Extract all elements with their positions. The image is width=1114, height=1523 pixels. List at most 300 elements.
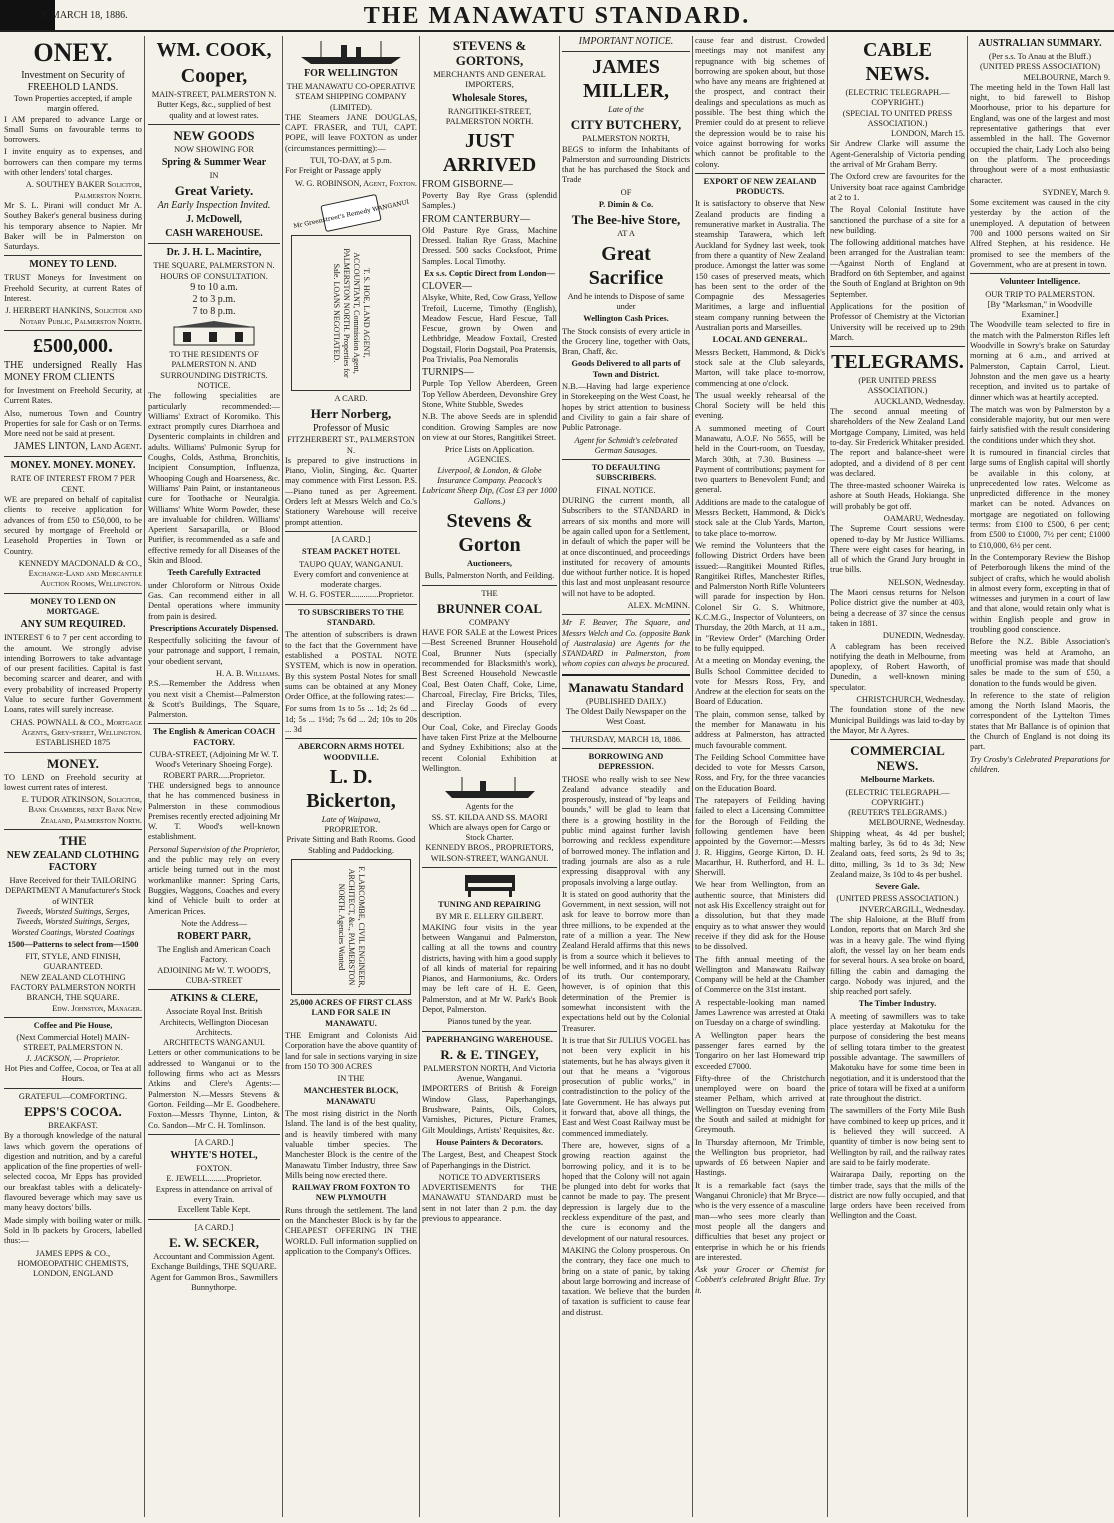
ad-paper-text: IMPORTERS of British & Foreign Window Glass, Paperhangings, Brushware, Paints, Oils, Colors, Varnishes, Pictures, Picture Frames, Gilt Mouldings, Artists' Requisites, &c.: [422, 1084, 557, 1135]
ad-coach-sub: CUBA-STREET, (Adjoining Mr W. T. Wood's Veterinary Shoeing Forge).: [149, 750, 279, 770]
ad-mmm-heading: MONEY. MONEY. MONEY.: [10, 460, 136, 472]
cable-sub2: (SPECIAL TO UNITED PRESS ASSOCIATION.): [842, 108, 953, 128]
ad-miller-text3: The Stock consists of every article in the Grocery line, together with Oats, Bran, Chaff, &c.: [562, 326, 690, 357]
ad-ml-sign: J. HERBERT HANKINS, Solicitor and Notary Public, Palmerston North.: [5, 306, 142, 326]
ad-macintire-heading: Dr. J. H. L. Macintire,: [166, 247, 262, 259]
ad-coach-text2: and the public may rely on every article being turned out in the most workmanlike manner: Spring Carts, Buggies, Waggons, Coaches and every kind of Vehicle built to order at American Prices.: [148, 855, 280, 916]
divider: [830, 739, 965, 740]
ad-cook-heading2: Cooper,: [180, 65, 248, 87]
ad-sg-canterbury: FROM CANTERBURY—: [422, 213, 531, 225]
divider: [562, 731, 690, 732]
local-item: Fifty-three of the Christchurch unemployed were on board the steamer Pelham, which arrived at Wellington on Tuesday evening from the South and sailed at midnight for Greymouth.: [695, 1073, 825, 1135]
ad-acres-in: IN THE: [337, 1074, 365, 1084]
ad-sg-canterbury-text: Old Pasture Rye Grass, Machine Dressed. Italian Rye Grass, Machine Dressed. 500 sacks Cocksfoot, Prime Samples. Local Timothy.: [422, 225, 557, 266]
ad-epps-heading: EPPS'S COCOA.: [24, 1103, 122, 1119]
telegram-item: The Supreme Court sessions were opened to-day by Mr Justice Williams. There were eight cases for hearing, in all of which the Grand Jury brought in true bills.: [830, 524, 965, 575]
ad-epps-sub: BREAKFAST.: [48, 1120, 98, 1130]
ad-sg-nb: N.B. The above Seeds are in splendid condition. Growing Samples are now on view at our Stores, Rangitikei Street.: [422, 412, 557, 442]
ad-steam-sub: TAUPO QUAY, WANGANUI.: [299, 559, 403, 569]
ad-paper-heading: PAPERHANGING WAREHOUSE.: [426, 1034, 553, 1044]
ad-southey-p2: I invite enquiry as to expenses, and borrowers can then compare my terms with other lenders' total charges.: [4, 147, 142, 178]
telegram-location: OAMARU, Wednesday.: [883, 513, 965, 523]
ad-coal-ships: SS. ST. KILDA AND SS. MAORI: [431, 812, 548, 822]
ad-macintire-hours: HOURS OF CONSULTATION.: [160, 271, 268, 281]
divider: [4, 330, 142, 331]
column-rule: [559, 36, 560, 1517]
hand-stamp-illustration: [292, 192, 410, 232]
ad-500000-p1: THE undersigned Really Has MONEY FROM CLIENTS: [4, 359, 142, 383]
editorial-date: THURSDAY, MARCH 18, 1886.: [569, 734, 683, 744]
telegram-location: NELSON, Wednesday.: [887, 577, 965, 587]
australian-heading: AUSTRALIAN SUMMARY.: [978, 38, 1102, 49]
ad-nzc-list: Tweeds, Worsted Suitings, Serges, Tweeds, Worsted Suitings, Serges, Worsted Coatings, Worsted Coatings: [11, 906, 135, 937]
ad-acres-rail: RAILWAY FROM FOXTON TO NEW PLYMOUTH: [292, 1183, 410, 1203]
ad-sg-just-arrived: JUST ARRIVED: [442, 130, 537, 177]
telegrams-heading: TELEGRAMS.: [831, 351, 964, 374]
editorial-p1: THOSE who really wish to see New Zealand advance steadily and prosperously, instead of "by leaps and bounds," will be glad to learn that there is a growing hostility in the public mind against further lavish borrowing and reckless expenditure of borrowed money. The inflation and trading journals are also as a rule expressing disapproval with any proposals involving a large outlay.: [562, 774, 690, 887]
timber-text: A meeting of sawmillers was to take place yesterday at Makotuku for the purpose of considering the best means of selling totara timber to the greatest possible advantage. The sawmillers of Makotuku have for some time been in negotiation, and it is understood that the price of totara will be fixed at a uniform rate throughout the district.: [830, 1011, 965, 1104]
cable-item: Applications for the position of Professor of Chemistry at the Victorian University will be received up to 29th March.: [830, 301, 965, 342]
ad-newgoods-variety: Great Variety.: [174, 183, 254, 199]
ad-paper-house: House Painters & Decorators.: [436, 1137, 543, 1147]
local-item: Additions are made to the catalogue of Messrs Beckett, Hammond, & Dick's stock sale at the Club Yards, Marton, to take place to-morrow.: [695, 497, 825, 538]
ad-southey-sign: A. SOUTHEY BAKER Solicitor, Palmerston North.: [25, 180, 142, 200]
notice-defaulting-text: DURING the current month, all Subscribers to the STANDARD in arrears of six months and more will be again called upon for a Settlement, in default of which the paper will be at once discontinued, and proceedings instituted for recovery of amounts due without further notice. It is hoped this last and most unpleasant resource will not have to be adopted.: [562, 496, 690, 598]
gale-sub: (UNITED PRESS ASSOCIATION.): [836, 894, 959, 904]
ad-coal-co: COMPANY: [468, 617, 511, 627]
local-item: Messrs Beckett, Hammond, & Dick's stock sale at the Club saleyards, Marton, will take place to-morrow, commencing at one o'clock.: [695, 347, 825, 388]
ad-mmm-sub: RATE OF INTEREST FROM 7 PER CENT.: [10, 474, 136, 494]
ad-newgoods-in: IN: [209, 171, 219, 181]
ad-money-note: Town Properties accepted, if ample margin offered.: [13, 94, 133, 114]
editorial-heading: BORROWING AND DEPRESSION.: [588, 751, 664, 772]
telegram-item: The second annual meeting of shareholders of the New Zealand Land Mortgage Company, Limited, was held to-day. Sir Frederick Whitaker presided. The report and balance-sheet were adopted, and a dividend of 8 per cent was declared.: [830, 407, 965, 478]
ad-newgoods-heading: NEW GOODS: [173, 127, 255, 143]
ad-coffee-heading: Coffee and Pie House,: [33, 1020, 113, 1030]
ad-hoe-box: [291, 235, 411, 391]
divider: [148, 243, 280, 244]
ad-miller-beehive: The Bee-hive Store,: [571, 212, 681, 228]
ad-miller-text: BEGS to inform the Inhabitants of Palmerston and surrounding Districts that he has purchased the Stock and Trade: [562, 144, 690, 185]
column-rule: [282, 36, 283, 1517]
ad-williams-presc-text: Respectfully soliciting the favour of your patronage and support, I remain, your obedient servant,: [148, 636, 280, 666]
ad-acres-block: MANCHESTER BLOCK, MANAWATU: [303, 1086, 399, 1106]
ad-tuning-by: BY MR E. ELLERY GILBERT.: [435, 912, 544, 922]
export-text: It is satisfactory to observe that New Zealand products are finding a remunerative market in Australia. The steamship Tarawera, which left Auckland for Sydney last week, took from there a quantity of New Zealand produce. Amongst the latter was some 150 cases of preserved meats, which has been sent to the order of the Compagnie des Messageries Maritimes, a large and influential steam company running between the Australian ports and Marseilles.: [695, 199, 825, 333]
ad-norberg-addr: FITZHERBERT ST., PALMERSTON N.: [287, 435, 415, 455]
column-rule: [144, 36, 145, 1517]
notice-defaulting-heading: TO DEFAULTING SUBSCRIBERS.: [591, 463, 661, 483]
ad-coal-sign: KENNEDY BROS., PROPRIETORS, WILSON-STREET, WANGANUI.: [425, 843, 554, 863]
ad-coal-heading: BRUNNER COAL: [436, 600, 543, 616]
australian-location: SYDNEY, March 9.: [1042, 187, 1110, 197]
ad-steam-card: [A CARD.]: [331, 534, 371, 544]
ad-miller-heading: JAMES MILLER,: [582, 56, 670, 102]
ad-sg-wholesale: Wholesale Stores,: [451, 92, 528, 104]
ad-ml-heading: MONEY TO LEND.: [29, 259, 117, 271]
divider: [422, 585, 557, 586]
divider: [4, 1088, 142, 1089]
telegram-item: The three-masted schooner Waireka is ashore at South Heads, Hokianga. She will probably be got off.: [830, 481, 965, 511]
column-rule: [419, 36, 420, 1517]
local-item: At a meeting on Monday evening, the Bulls School Committee decided to vote for Messrs Ross, Fry, and Andrew at the election for seats on the Board of Education.: [695, 656, 825, 707]
ad-advertisers-text: ADVERTISEMENTS for THE MANAWATU STANDARD must be sent in not later than 2 p.m. the day previous to appearance.: [422, 1183, 557, 1224]
ad-coal-ships-text: Which are always open for Cargo or Stock Charter.: [428, 822, 551, 843]
notice-beaver: Mr F. Beaver, The Square, and Messrs Welch and Co. (opposite Bank of Australasia) are Agents for the STANDARD in Palmerston, from whom copies can always be procured.: [562, 618, 690, 669]
ad-ml-text: TRUST Moneys for Investment on Freehold Security, at current Rates of Interest.: [4, 273, 142, 304]
telegram-location: DUNEDIN, Wednesday.: [882, 631, 965, 641]
timber-text3: Wairarapa Daily, reporting on the timber trade, says that the mills of the district are now fully occupied, and that large orders have been received from Wellington and the Coast.: [830, 1170, 965, 1221]
divider: [562, 51, 690, 52]
ad-money2-heading: MONEY.: [47, 755, 99, 771]
ad-sg-agencies: AGENCIES.: [467, 455, 512, 465]
column-2: [148, 36, 280, 1517]
ad-newgoods-name: J. McDowell,: [186, 214, 242, 226]
ad-tuning-heading: TUNING AND REPAIRING: [438, 900, 541, 910]
notice-defaulting-sign: ALEX. McMINN.: [627, 600, 690, 610]
volunteer-sub: OUR TRIP TO PALMERSTON.: [985, 289, 1095, 299]
ad-williams-teeth-text: under Chloroform or Nitrous Oxide Gas. Can recommend either in all Dental operations where immunity from pain is desired.: [148, 580, 280, 621]
ad-williams-teeth: Teeth Carefully Extracted: [167, 568, 261, 578]
ad-tuning-text: MAKING four visits in the year between Wanganui and Palmerston, calling at all the towns and country districts, having with him a good supply of all kinds of material for repairing Pianos, and Harmoniums, &c. Orders may be left care of H. E. Geen, Palmerston, and at Mr W. Park's Book Depot, Palmerston.: [422, 922, 557, 1014]
local-item: A summoned meeting of Court Manawatu, A.O.F. No 5655, will be held in the Court-room, on Tuesday, March 30th, at 7.30. Business — Payment of contributions; payment for two quarters to Benevolent Fund; and general.: [695, 423, 825, 495]
steamship-illustration: [296, 39, 406, 65]
local-item: The plain, common sense, talked by the member for Manawatu in his address at Palmerston, has attracted much favourable comment.: [695, 709, 825, 750]
ad-paper-name: R. & E. TINGEY,: [440, 1046, 539, 1062]
ad-wellington-date: TUI, TO-DAY, at 5 p.m.: [310, 156, 392, 166]
local-item: A Wellington paper hears the passenger fares earned by the Tongariro on her last Homeward trip exceeded £7000.: [695, 1030, 825, 1071]
masthead-date: Y, MARCH 18, 1886.: [40, 10, 128, 21]
ad-nzc-heading: NEW ZEALAND CLOTHING FACTORY: [6, 850, 140, 874]
ad-miller-schmidt: Agent for Schmidt's celebrated German Sausages.: [574, 435, 678, 455]
commercial-sub: Melbourne Markets.: [860, 775, 935, 785]
ad-norberg-sub: Professor of Music: [312, 423, 390, 435]
divider: [285, 738, 417, 739]
ad-subscribers-rates: For sums from 1s to 5s ... 1d; 2s 6d ... 1d; 5s ... 1½d; 7s 6d ... 2d; 10s to 20s ... 3d: [285, 704, 417, 734]
ad-atkins-sub: Associate Royal Inst. British Architects, Wellington Diocesan Architects.: [159, 1007, 269, 1037]
ad-nzc-patterns: 1500—Patterns to select from—1500: [7, 939, 139, 949]
ad-coffee-prop: J. JACKSON, — Proprietor.: [25, 1053, 121, 1063]
ad-500000-p2: for Investment on Freehold Security, at Current Rates.: [4, 385, 142, 406]
ad-coach-name2: The English and American Coach Factory.: [157, 945, 271, 965]
ad-sg-prices: Price Lists on Application.: [444, 445, 535, 455]
column-7: [830, 36, 965, 1517]
volunteer-text: It is rumoured in financial circles that large sums of English capital will shortly be available in this colony, at unprecedented low rates. Welcome as unpredicted difference in the money market can be noted. Advances on mortgage are negotiated on following terms: from £100 to £500, 6 per cent; from £500 to £1000, 7½ per cent; £1000 to £10,000, 6½ per cent.: [970, 447, 1110, 550]
divider: [4, 593, 142, 594]
divider: [422, 1031, 557, 1032]
ad-coach-name: ROBERT PARR,: [177, 931, 251, 943]
ad-coach-heading: The English & American COACH FACTORY.: [152, 727, 276, 747]
ad-nzc-text: Have Received for their TAILORING DEPARTMENT A Manufacturer's Stock of WINTER: [5, 876, 141, 906]
ad-coal-text: HAVE FOR SALE at the Lowest Prices—Best Screened Brunner Household Coal, Brunner Nuts (specially recommended for Blacksmith's work), Best Screened Household Newcastle Coal, Best Oaten Chaff, Coke, Lime, Charcoal, Fireclay, Fire Bricks, Tiles, and Fireclay Goods of every description.: [422, 628, 557, 720]
local-item: The ratepayers of Feilding having failed to elect a Licensing Committee for the Borough of Feilding the following gentlemen have been appointed by the Governor:—Messrs J. R. Higgins, George Kirton, D. H. Macarthur, H. Rutherford, and H. L. Sherwill.: [695, 796, 825, 878]
telegram-location: AUCKLAND, Wednesday.: [874, 396, 965, 406]
ad-whyte-card: [A CARD.]: [194, 1137, 234, 1147]
divider: [695, 173, 825, 174]
ad-sg-auct: Stevens & Gorton: [446, 509, 533, 556]
ad-secker-sub: Accountant and Commission Agent.: [153, 1251, 275, 1261]
column-rule: [692, 36, 693, 1517]
ad-cook-text: Butter Kegs, &c., supplied of best quality and at lowest rates.: [157, 100, 271, 120]
ad-newgoods-now: NOW SHOWING FOR: [174, 144, 254, 154]
local-item: A respectable-looking man named James Lawrence was arrested at Otaki on Tuesday on a charge of swindling.: [695, 997, 825, 1028]
ad-coal-the: THE: [481, 588, 498, 598]
masthead-standard: Manawatu Standard: [568, 679, 684, 695]
coal-ship-illustration: [440, 777, 540, 799]
divider: [562, 614, 690, 615]
ad-atkins-heading: ATKINS & CLERE,: [170, 993, 258, 1005]
ad-sg-auct3: Bulls, Palmerston North, and Feilding.: [424, 571, 555, 581]
ad-sg-gisborne: FROM GISBORNE—: [422, 179, 513, 191]
ad-newgoods-warehouse: CASH WAREHOUSE.: [165, 228, 263, 240]
ad-sg-street: RANGITIKEI-STREET, PALMERSTON NORTH.: [445, 106, 534, 126]
ad-wellington-co: THE MANAWATU CO-OPERATIVE STEAM SHIPPING COMPANY (LIMITED).: [286, 82, 416, 112]
ad-whyte-stab: Excellent Table Kept.: [177, 1205, 251, 1215]
ad-whyte-prop: E. JEWELL.........Proprietor.: [166, 1174, 262, 1184]
ad-subscribers-text: The attention of subscribers is drawn to the fact that the Government have established a POSTAL NOTE SYSTEM, which is now in operation. By this system Postal Notes for small sums can be obtained at any Money Order Office, at the following rates:—: [285, 630, 417, 702]
ad-linton-sign: JAMES LINTON, Land Agent.: [14, 441, 142, 453]
ad-epps-text: By a thorough knowledge of the natural laws which govern the operations of digestion and nutrition, and by a careful application of the fine properties of well-selected cocoa, Mr Epps has provided our breakfast tables with a delicately-flavoured beverage which may save us many heavy doctors' bills.: [4, 1131, 142, 1213]
ad-acres-text3: Runs through the settlement. The land on the Manchester Block is by far the CHEAPEST OFFERING IN THE WORLD. Full information supplied on application to the Company's Offices.: [285, 1205, 417, 1256]
local-item: The Feilding School Committee have decided to vote for Messrs Carson, Ross, and Fry, for the three vacancies on the Education Board.: [695, 752, 825, 793]
ad-williams-to: TO THE RESIDENTS OF PALMERSTON N. AND SURROUNDING DISTRICTS.: [160, 350, 268, 380]
ad-sg-sub: MERCHANTS AND GENERAL IMPORTERS,: [433, 70, 546, 90]
ad-secker-card: [A CARD.]: [194, 1222, 234, 1232]
ad-sg-auct2: Auctioneers,: [467, 558, 512, 568]
ad-hoe-text: T. S. HOE, LAND AGENT, ACCOUNTANT, Commission Agent, PALMERSTON NORTH. Properties for Sale. LOANS NEGOTIATED.: [332, 248, 371, 378]
telegram-location: CHRISTCHURCH, Wednesday.: [856, 695, 965, 705]
ad-paper-sub: PALMERSTON NORTH, And Victoria Avenue, Wanganui.: [423, 1063, 556, 1084]
australian-text: The meeting held in the Town Hall last night, to bid farewell to Bishop Moorhouse, prior to his departure for England, was one of the largest and most representative gatherings that ever assembled in the hall. The Governor occupied the chair, Lady Loch also being on the platform. The proceedings throughout were of a most enthusiastic character.: [970, 82, 1110, 185]
australian-sub2: (UNITED PRESS ASSOCIATION): [979, 62, 1101, 72]
ad-williams-sign: H. A. B. Williams.: [216, 668, 280, 678]
ad-wellington-text: THE Steamers JANE DOUGLAS, CAPT. FRASER, and TUI, CAPT. POPE, will leave FOXTON as under (circumstances permitting):—: [285, 112, 417, 153]
cable-item: Sir Andrew Clarke will assume the Agent-Generalship of Victoria pending the arrival of Mr Graham Berry.: [830, 139, 965, 170]
ad-steam-text: Every comfort and convenience at moderate charges.: [293, 569, 409, 590]
divider: [4, 829, 142, 830]
volunteer-heading: Volunteer Intelligence.: [999, 277, 1081, 287]
ad-paper-text2: The Largest, Best, and Cheapest Stock of Paperhangings in the District.: [422, 1150, 557, 1170]
ad-acres-text: THE Emigrant and Colonists Aid Corporation have the above quantity of land for sale in sections varying in size from 150 TO 300 ACRES: [285, 1030, 417, 1071]
ad-acres-text2: The most rising district in the North Island. The land is of the best quality, and is heavily timbered with many valuable timber species. The Manchester Block is the centre of the Manawatu Timber Industry, three Saw Mills being now erected there.: [285, 1109, 417, 1180]
ad-money-heading: ONEY.: [33, 38, 113, 67]
stamp-text: Mr Greenstreet's Remedy WANGANUI: [292, 198, 410, 231]
ad-abercorn-late: Late of Waipawa,: [321, 814, 381, 824]
ad-nzc-sign: Edw. Johnston, Manager.: [52, 1003, 142, 1013]
ad-secker-addr: Exchange Buildings, THE SQUARE.: [151, 1262, 277, 1272]
australian-location: MELBOURNE, March 9.: [1023, 72, 1110, 82]
telegram-item: A cablegram has been received notifying the death in Melbourne, from apoplexy, of Robert Haworth, of Dunedin, a well-known mining speculator.: [830, 641, 965, 692]
column-rule: [967, 36, 968, 1517]
telegram-item: The Maori census returns for Nelson Police district give the number at 403, being a decrease of 37 since the census taken in 1881.: [830, 588, 965, 628]
ad-nzc-fit: FIT, STYLE, AND FINISH, GUARANTEED.: [25, 952, 121, 972]
ad-wellington-heading: FOR WELLINGTON: [304, 68, 398, 79]
ad-money-sub: Investment on Security of FREEHOLD LANDS.: [21, 70, 125, 93]
local-heading: LOCAL AND GENERAL.: [712, 335, 808, 345]
cable-sub: (ELECTRIC TELEGRAPH.—COPYRIGHT.): [845, 88, 950, 108]
local-ad: Ask your Grocer or Chemist for Cobbett's celebrated Bright Blue. Try it.: [695, 1265, 825, 1295]
local-item: We remind the Volunteers that the following District Orders have been issued:—Rangitikei Mounted Rifles, Rangitikei Rifles, Manchester Rifles, and Palmerston North Rifle Volunteers will parade for inspection by Hon. Colonel Sir G. S. Whitmore, K.C.M.G., Inspector of Volunteers, on Thursday, the 20th March, at 11 a.m., in "Review Order" (Marching Order to be fully equipped.: [695, 540, 825, 653]
ad-whyte-text: Express in attendance on arrival of every Train.: [155, 1184, 273, 1205]
ad-wellington-freight: For Freight or Passage apply: [285, 166, 382, 176]
ad-anysum-heading: ANY SUM REQUIRED.: [20, 619, 126, 631]
volunteer-foot: Try Crosby's Celebrated Preparations for children.: [970, 754, 1110, 774]
ad-macintire-h1: 9 to 10 a.m.: [190, 282, 238, 294]
ad-southey-p1: I AM prepared to advance Large or Small Sums on favourable terms to borrowers.: [4, 114, 142, 145]
ad-secker-agent: Agent for Gammon Bros., Sawmillers Bunnythorpe.: [150, 1272, 278, 1292]
timber-text2: The sawmillers of the Forty Mile Bush have combined to keep up prices, and it is believed they will succeed. A quantity of timber is now being sent to Wellington by rail, and the railway rates are said to be fairly moderate.: [830, 1106, 965, 1167]
ad-coach-sup: Personal Supervision of the Proprietor,: [148, 844, 280, 854]
ad-miller-cash: Wellington Cash Prices.: [583, 314, 669, 324]
ad-macintire-sub: THE SQUARE, PALMERSTON N.: [153, 261, 275, 271]
masthead-published: (PUBLISHED DAILY.): [586, 696, 666, 706]
ad-sg-heading: STEVENS & GORTONS,: [452, 38, 527, 68]
editorial-p5: MAKING the Colony prosperous. On the contrary, they face one much to bring on a state of panic, by taking about large borrowing and increase of taxation. We believe that the burden of taxation is sufficient to cause fear and distrust.: [562, 1245, 690, 1317]
ad-southey-p3: Mr S. L. Pirani will conduct Mr A. Southey Baker's general business during his temporary absence to Napier. Mr Baker will be in Palmerston on Saturdays.: [4, 200, 142, 252]
divider: [285, 531, 417, 532]
divider: [148, 989, 280, 990]
editorial-p4: There are, however, signs of a growing reaction against the borrowing policy, and it is to be hoped that the Colony will not again be plunged into debt for works that cannot be made to pay. The present depression is largely due to the reckless expenditure of the past, and the cure is economy and the development of our natural resources.: [562, 1140, 690, 1243]
ad-500000-heading: £500,000.: [33, 334, 113, 357]
local-item: In Thursday afternoon, Mr Trimble, the Wellington bus proprietor, had upwards of £6 between Napier and Hastings.: [695, 1137, 825, 1178]
cable-item: The Oxford crew are favourites for the University boat race against Cambridge at 2 to 1.: [830, 172, 965, 202]
ad-newgoods-invite: An Early Inspection Invited.: [157, 200, 271, 212]
ad-nzc-the: THE: [59, 833, 87, 849]
ad-norberg-text: Is prepared to give instructions in Piano, Violin, Singing, &c. Quarter may commence with First Lesson. P.S.—Piano tuned as per Agreement. Orders left at Messrs Welch and Co.'s Stationery Warehouse will receive prompt attention.: [285, 455, 417, 527]
newspaper-title: THE MANAWATU STANDARD.: [363, 3, 751, 29]
ad-coal-agents: Agents for the: [465, 802, 514, 812]
ad-500000-p3: Also, numerous Town and Country Properties for sale for Cash or on Terms. More need not be said at present.: [4, 408, 142, 439]
piano-illustration: [460, 871, 520, 897]
important-notice-heading: IMPORTANT NOTICE.: [578, 36, 674, 47]
cable-location: LONDON, March 15.: [891, 129, 965, 139]
ad-larcombe-box: [291, 859, 411, 995]
divider: [4, 1017, 142, 1018]
ad-macintire-h2: 2 to 3 p.m.: [192, 294, 236, 306]
volunteer-by: [By "Marksman," in Woodville Examiner.]: [987, 299, 1093, 320]
local-item: We hear from Wellington, from an authentic source, that Ministers did not ask His Excellency straight out for a dissolution, but that they made enquiry as to what answer they would receive if they did ask for the House to be dissolved.: [695, 880, 825, 952]
divider: [148, 723, 280, 724]
ad-mmm-text: WE are prepared on behalf of capitalist clients to receive application for advances of from £50 to £50,000, to be secured by mortgage of Freehold or Leasehold Properties in Town or Country.: [4, 495, 142, 556]
ad-secker-heading: E. W. SECKER,: [169, 1234, 259, 1250]
divider: [4, 752, 142, 753]
ad-epps-pre: GRATEFUL—COMFORTING.: [18, 1091, 128, 1101]
ad-williams-presc: Prescriptions Accurately Dispensed.: [149, 623, 279, 633]
export-heading: EXPORT OF NEW ZEALAND PRODUCTS.: [703, 176, 817, 197]
editorial-p3: It is true that Sir JULIUS VOGEL has not been very explicit in his statements, but he has always given it out that he means a "vigorous prosecution of public works," in contradistinction to the policy of the late Government. He has always put it forward that, above all things, the East and West Coast Railway must be commenced immediately.: [562, 1035, 690, 1138]
ad-cook-heading: WM. COOK,: [156, 39, 272, 61]
ad-advertisers-heading: NOTICE TO ADVERTISERS: [438, 1172, 541, 1182]
ad-epps-sign: JAMES EPPS & CO., HOMOEOPATHIC CHEMISTS, LONDON, ENGLAND: [17, 1248, 129, 1279]
masthead: [0, 0, 1114, 32]
timber-heading: The Timber Industry.: [858, 999, 937, 1009]
local-item: The fifth annual meeting of the Wellington and Manawatu Railway Company will be held at the Chamber of Commerce on the 31st instant.: [695, 954, 825, 995]
ad-mmm-sign: KENNEDY MACDONALD & CO., Exchange-Land and Mercantile Auction Rooms, Wellington.: [18, 558, 142, 589]
ad-coffee-sub: (Next Commercial Hotel) MAIN-STREET, PALMERSTON N.: [16, 1033, 130, 1053]
ad-nzc-branch: NEW ZEALAND CLOTHING FACTORY PALMERSTON NORTH BRANCH, THE SQUARE.: [10, 972, 136, 1003]
divider: [830, 346, 965, 347]
ad-coach-note: Note the Address—: [180, 918, 248, 928]
gale-location: INVERCARGILL, Wednesday.: [859, 904, 965, 914]
ad-abercorn-heading: ABERCORN ARMS HOTEL WOODVILLE.: [297, 742, 405, 762]
australian-text: Some excitement was caused in the city yesterday by the action of the unemployed. A deputation of between 700 and 1000 persons waited on Sir Alfred Stephen, at his residence. He promised to see the members of the Government, who are at present in town.: [970, 198, 1110, 269]
editorial-continued: cause fear and distrust. Crowded meetings may not manifest any repugnance with big schemes of borrowing are spoken about, but those who have any means are frightened at the prospect, and contract their dealings and speculations as much as possible. The best thing which the Premier could do at present to relieve the depression would be to raise his voice against borrowing for works which cannot be profitable to the colony.: [695, 36, 825, 169]
notice-defaulting-final: FINAL NOTICE.: [596, 485, 656, 495]
ad-money2-sign: E. TUDOR ATKINSON, Solicitor, Bank Chambers, next Bank New Zealand, Palmerston North.: [21, 795, 142, 825]
ad-larcombe-text: F. LARCOMBE, CIVIL ENGINEER, ARCHITECT, &c., PALMERSTON NORTH. Agencies Wanted: [337, 866, 366, 988]
gale-text: The ship Haloione, at the Bluff from London, reports that on March 3rd she was in a heavy gale. The wind flying aloft, the vessel lay on her beam ends for several hours. A sea broke on board, filling the cabin and damaging the cargo. Nobody was injured, and the ship reached port safely.: [830, 915, 965, 997]
ad-norberg-heading: Herr Norberg,: [310, 406, 392, 422]
ad-cook-sub: MAIN-STREET, PALMERSTON N.: [151, 90, 277, 99]
ad-miller-late: Late of the: [608, 105, 644, 114]
ad-tuning-tuned: Pianos tuned by the year.: [447, 1017, 532, 1027]
ad-williams-text: The following specialities are particularly recommended:— Williams' Extract of Koromiko. This extract promptly cures Diarrhoea and Dysenteric complaints in children and adults. Williams' Pulmonic Syrup for Coughs, Colds, Asthma, Bronchitis, Incipient Consumption, Influenza, Whooping Cough and Hoarseness, &c. Williams' Pain Paint, or instantaneous cure for Toothache or Neuralgia. Williams' White Worm Powder, these are invaluable for children. Williams' Aperient Sarsaparilla, or Blood Purifier, is recommended as a safe and effective remedy for all Diseases of the Skin and Blood.: [148, 391, 280, 566]
ad-sg-turnips: TURNIPS—: [422, 367, 474, 379]
ad-anysum-text: INTEREST 6 to 7 per cent according to the amount. We strongly advise intending Borrowers to take advantage of our present facilities. Capital is fast becoming scarcer and dearer, and with every probability of increased Property Value to secure further Government Loans, rates will surely increase.: [4, 633, 142, 715]
ad-steam-sign: W. H. G. FOSTER.............Proprietor.: [288, 590, 414, 600]
divider: [562, 748, 690, 749]
divider: [970, 273, 1110, 274]
ad-money2-text: TO LEND on Freehold security at lowest current rates of interest.: [4, 772, 142, 792]
masthead-oldest: The Oldest Daily Newspaper on the West Coast.: [565, 707, 687, 727]
local-item: The usual weekly rehearsal of the Choral Society will be held this evening.: [695, 390, 825, 421]
gale-heading: Severe Gale.: [875, 882, 920, 892]
volunteer-text: In the Contemporary Review the Bishop of Peterborough likens the mind of the subject of crafts, which he would abolish in almost every form, excepting in that of witnesses and jurymen in a court of law and that alone, would retain only what is within English people and grow in troubling good conscience.: [970, 552, 1110, 635]
divider: [562, 459, 690, 460]
commercial-sub3: (REUTER'S TELEGRAMS.): [848, 808, 947, 818]
column-3: [285, 36, 417, 1517]
ad-norberg-card: A CARD.: [334, 393, 368, 403]
cable-item: The Royal Colonial Institute have sanctioned the purchase of a site for a new building.: [830, 205, 965, 235]
cable-item: The following additional matches have been arranged for the Australian team:—Against North of England at Bradford on 6th September, and against the South of England at Brighton on 9th September.: [830, 238, 965, 299]
volunteer-text: The Woodville team selected to fire in the match with the Palmerston Rifles left Woodville in Sowry's brake on Saturday morning at 6 a.m., and arrived at Palmerston, Captain Carrol, Lieut. Johnston and the men gave us a hearty reception, and invited us to partake of dinner which was at heartily accepted.: [970, 320, 1110, 402]
ad-miller-of: OF: [620, 187, 632, 197]
ad-miller-goods: Goods Delivered to all parts of Town and District.: [571, 359, 681, 379]
ad-sg-gisborne-text: Poverty Bay Rye Grass (splendid Samples.): [422, 191, 557, 211]
divider: [148, 1134, 280, 1135]
editorial-p2: It is stated on good authority that the Government, in next session, will not ask for leave to borrow more than three millions, to be expended at the rate of a million a year. The New Zealand Herald affirms that this news is from a source which it believes to be well informed, and it has no doubt of its truth. Our contemporary, however, is of opinion that this determination of the Premier is somewhat inconsistent with the expectations held out by the Colonial Treasurer.: [562, 889, 690, 1033]
commercial-sub2: (ELECTRIC TELEGRAPH.—COPYRIGHT.): [845, 787, 950, 807]
volunteer-text: The match was won by Palmerston by a considerable majority, but our men were fairly satisfied with the result considering the conditions under which they shot.: [970, 404, 1110, 445]
divider: [4, 255, 142, 256]
ad-miller-dimin: P. Dimin & Co.: [598, 200, 654, 210]
local-item: It is a remarkable fact (says the Wanganui Chronicle) that Mr Bryce—who is the very essence of a masculine man—who sees more clearly than most people all the dangers and difficulties that beset any project or enterprise in which he or his friends are interested.: [695, 1180, 826, 1262]
ad-whyte-foxton: FOXTON.: [196, 1164, 232, 1174]
ad-miller-pn: PALMERSTON NORTH,: [582, 134, 670, 144]
ad-steam-heading: STEAM PACKET HOTEL: [302, 547, 400, 557]
volunteer-text: Before the N.Z. Bible Association's meeting was held at Aramoho, an unofficial promise was made that should sales be made to the sum of £50, a donation to the funds would be given.: [970, 637, 1110, 688]
ad-sg-coptic: Ex s.s. Coptic Direct from London—: [424, 268, 555, 278]
column-8: [970, 36, 1110, 1517]
ad-miller-sacrifice: Great Sacrifice: [588, 242, 664, 289]
divider: [285, 604, 417, 605]
ad-coffee-text: Hot Pies and Coffee, Cocoa, or Tea at all Hours.: [4, 1064, 142, 1084]
divider: [4, 456, 142, 457]
ad-acres-heading: 25,000 ACRES OF FIRST CLASS LAND FOR SALE IN MANAWATU.: [289, 998, 413, 1028]
ad-miller-city: CITY BUTCHERY,: [570, 117, 682, 133]
ad-miller-at-a: AT A: [617, 229, 635, 239]
ad-sg-turnips-list: Purple Top Yellow Aberdeen, Green Top Yellow Aberdeen, Devonshire Grey Stone, White Stubble, Swedes: [422, 379, 557, 409]
ad-miller-nb: N.B.—Having had large experience in Storekeeping on the West Coast, he hopes by strict attention to business and Civility to gain a fair share of Public Patronage.: [562, 382, 690, 433]
ad-sg-clover: CLOVER—: [422, 281, 472, 293]
ad-coach-text: THE undersigned begs to announce that he has commenced business in Palmerston in these commodious Premises recently erected adjoining Mr W. T. Wood's well-known establishment.: [148, 780, 280, 842]
ad-established: ESTABLISHED 1875: [35, 738, 111, 748]
ad-abercorn-name: L. D. Bickerton,: [306, 765, 396, 812]
ad-wellington-sign: W. G. ROBINSON, Agent, Foxton.: [295, 178, 417, 188]
ad-williams-notice: NOTICE.: [197, 380, 231, 390]
australian-sub: (Per s.s. To Anau at the Bluff.): [988, 52, 1092, 61]
commercial-location: MELBOURNE, Wednesday.: [868, 818, 965, 828]
